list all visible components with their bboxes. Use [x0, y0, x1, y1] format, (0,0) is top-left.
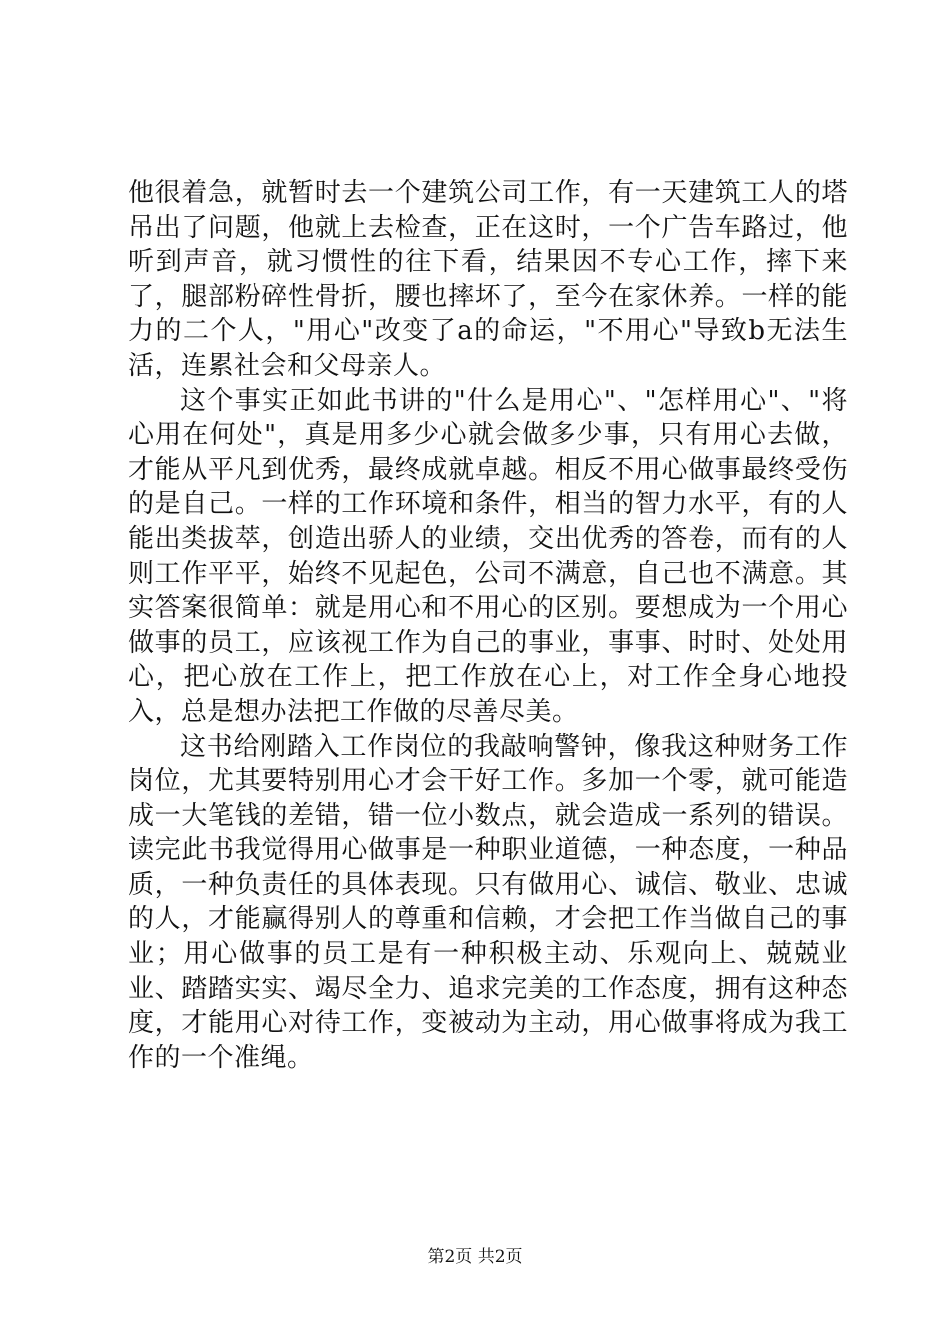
page-number-footer: 第2页 共2页: [427, 1247, 523, 1267]
document-body: [128, 176, 848, 1075]
paragraph-reflection: 这个事实正如此书讲的"什么是用心"、"怎样用心"、"将心用在何处"，真是用多少心就会做多少事，只有用心去做，才能从平凡到优秀，最终成就卓越。相反不用心做事最终受伤的是自己。一样的工作环境和条件，相当的智力水平，有的人能出类拔萃，创造出骄人的业绩，交出优秀的答卷，而有的人则工作平平，始终不见起色，公司不满意，自己也不满意。其实答案很简单：就是用心和不用心的区别。要想成为一个用心做事的员工，应该视工作为自己的事业，事事、时时、处处用心，把心放在工作上，把工作放在心上，对工作全身心地投入，总是想办法把工作做的尽善尽美。: [128, 385, 848, 727]
paragraph-continuation: 他很着急，就暂时去一个建筑公司工作，有一天建筑工人的塔吊出了问题，他就上去检查，正在这时，一个广告车路过，他听到声音，就习惯性的往下看，结果因不专心工作，摔下来了，腿部粉碎性骨折，腰也摔坏了，至今在家休养。一样的能力的二个人，"用心"改变了a的命运，"不用心"导致b无法生活，连累社会和父母亲人。: [128, 178, 848, 381]
paragraph-conclusion: 这书给刚踏入工作岗位的我敲响警钟，像我这种财务工作岗位，尤其要特别用心才会干好工作。多加一个零，就可能造成一大笔钱的差错，错一位小数点，就会造成一系列的错误。读完此书我觉得用心做事是一种职业道德，一种态度，一种品质，一种负责任的具体表现。只有做用心、诚信、敬业、忠诚的人，才能赢得别人的尊重和信赖，才会把工作当做自己的事业；用心做事的员工是有一种积极主动、乐观向上、兢兢业业、踏踏实实、竭尽全力、追求完美的工作态度，拥有这种态度，才能用心对待工作，变被动为主动，用心做事将成为我工作的一个准绳。: [128, 731, 848, 1073]
